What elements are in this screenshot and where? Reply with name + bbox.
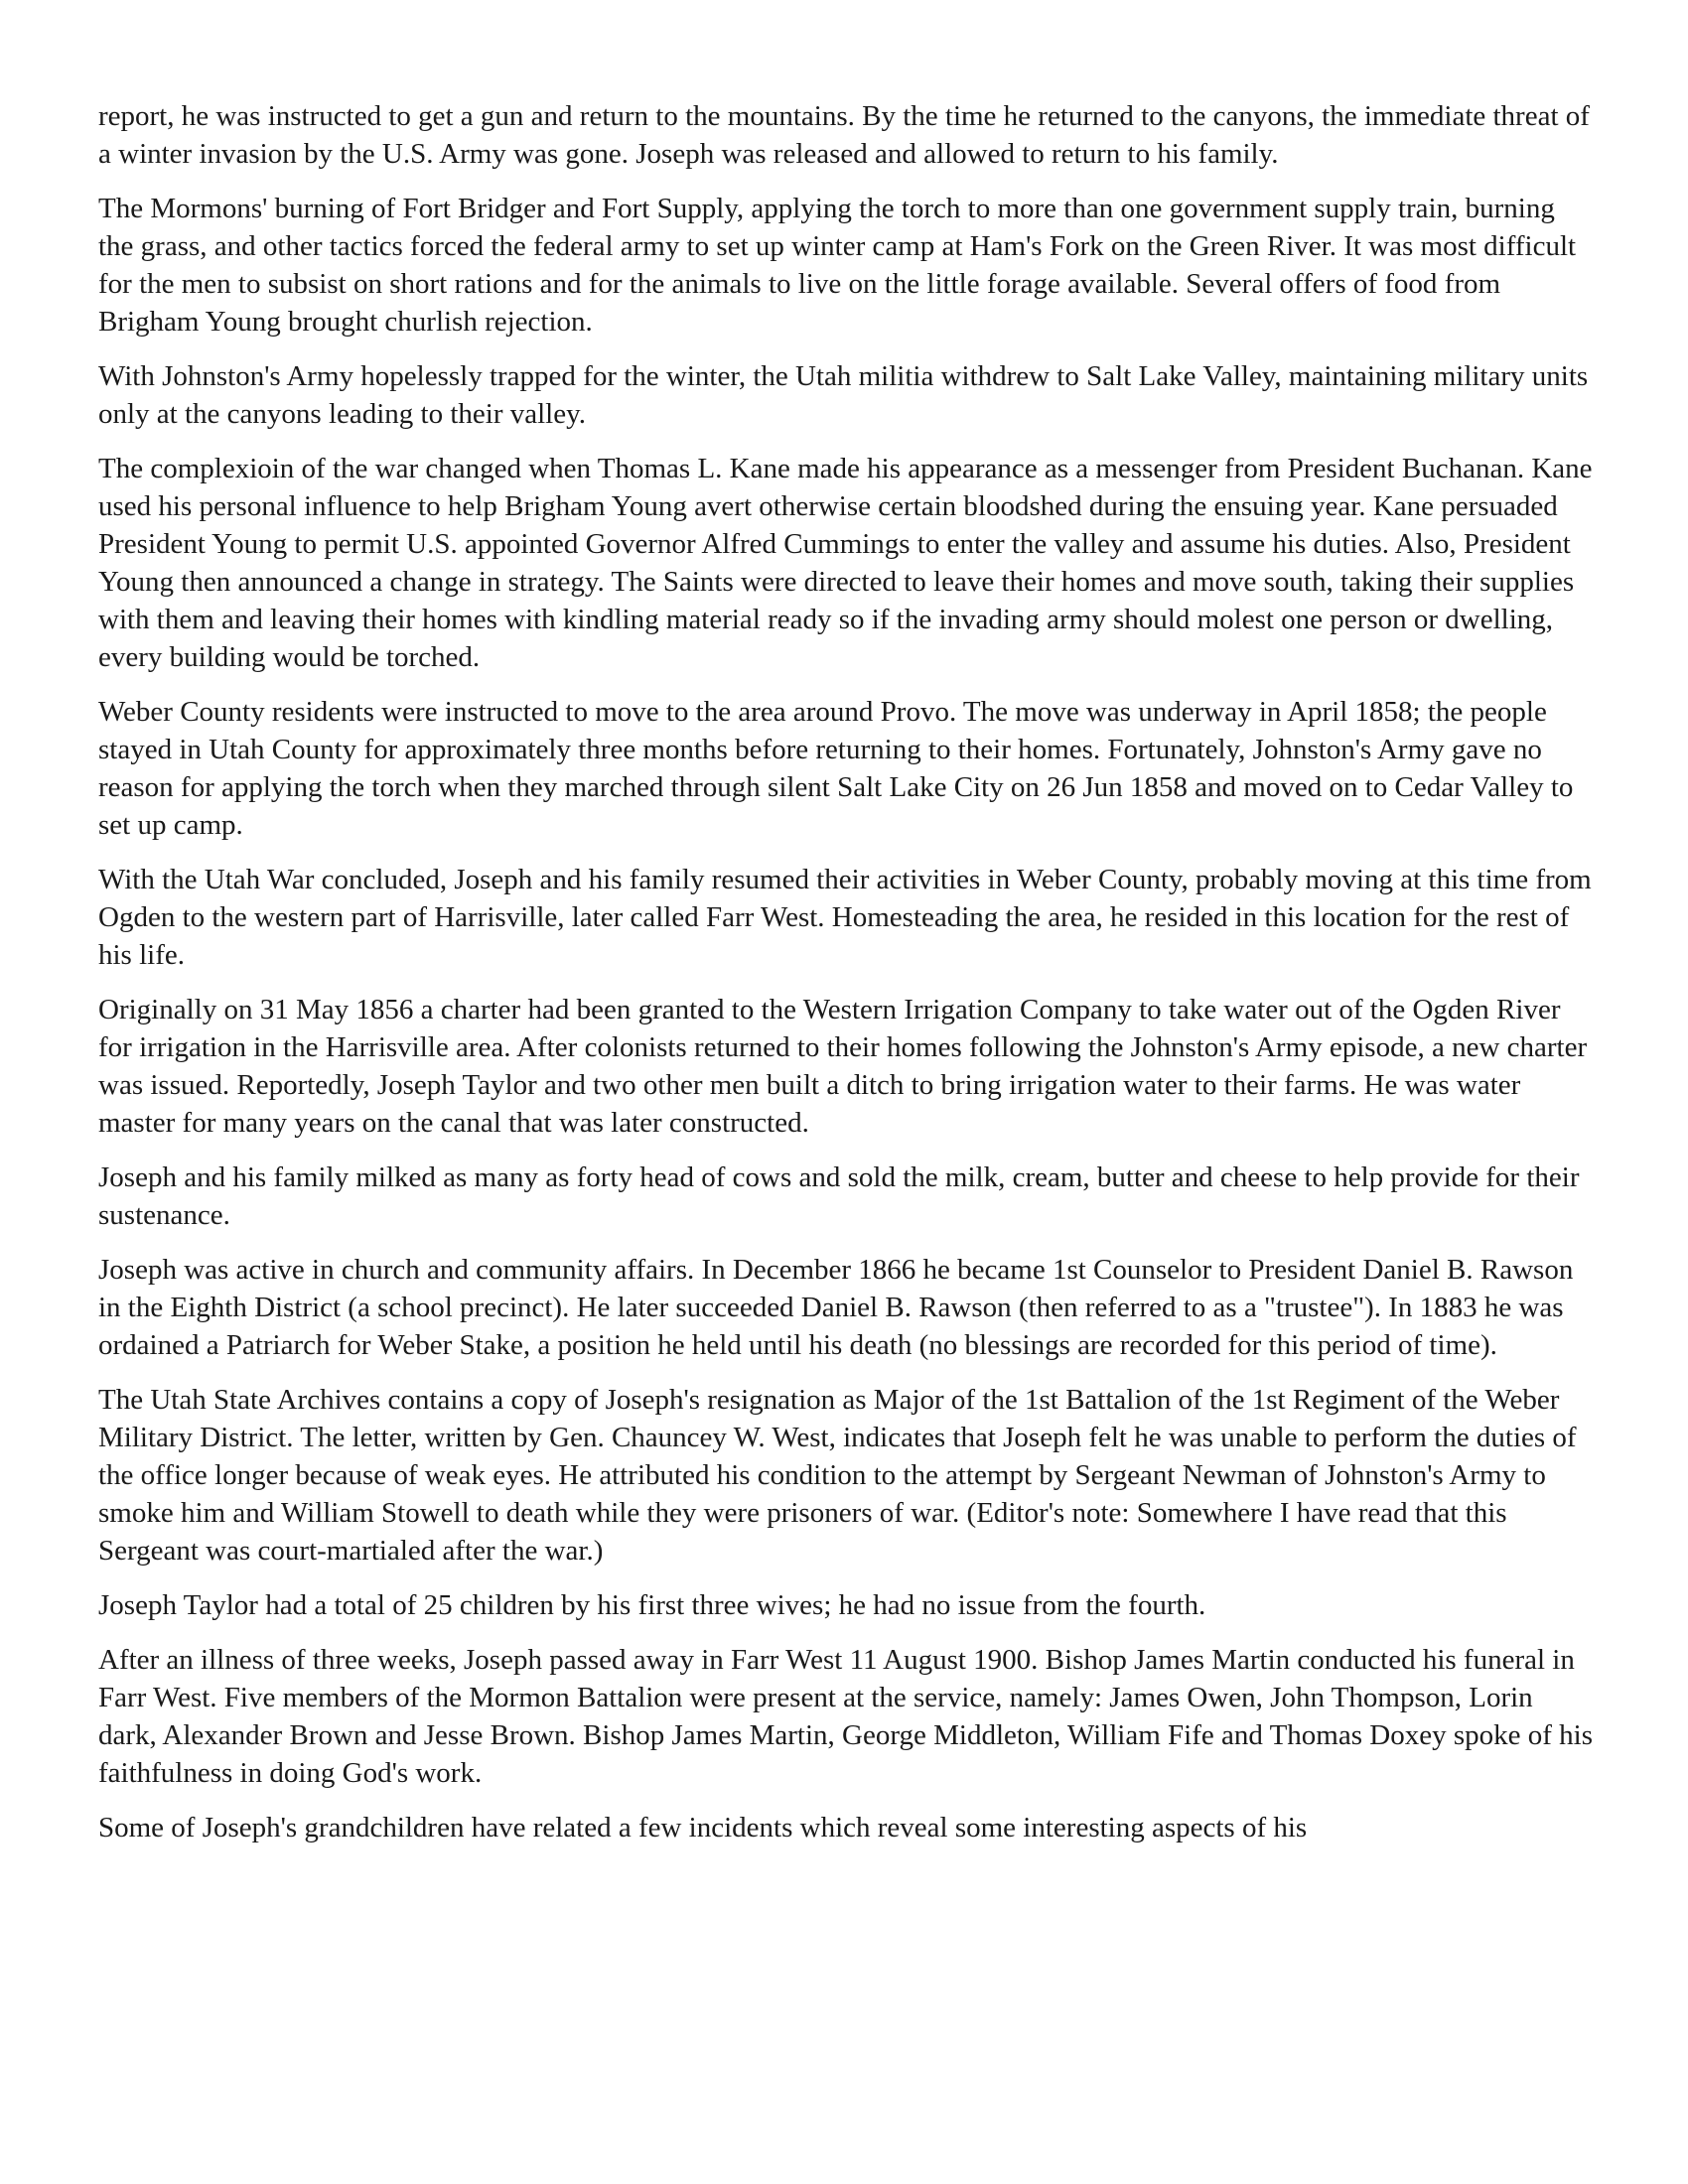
document-body <box>98 97 1596 1863</box>
paragraph-10: The Utah State Archives contains a copy of Joseph's resignation as Major of the 1st Battalion of the 1st Regiment of the Weber Military District. The letter, written by Gen. Chauncey W. West, indicates that Joseph felt he was unable to perform the duties of the office longer because of weak eyes. He attributed his condition to the attempt by Sergeant Newman of Johnston's Army to smoke him and William Stowell to death while they were prisoners of war. (Editor's note: Somewhere I have read that this Sergeant was court-martialed after the war.) <box>98 1384 1577 1567</box>
paragraph-1: report, he was instructed to get a gun and return to the mountains. By the time he returned to the canyons, the immediate threat of a winter invasion by the U.S. Army was gone. Joseph was released and allowed to return to his family. <box>98 100 1590 170</box>
paragraph-2: The Mormons' burning of Fort Bridger and Fort Supply, applying the torch to more than one government supply train, burning the grass, and other tactics forced the federal army to set up winter camp at Ham's Fork on the Green River. It was most difficult for the men to subsist on short rations and for the animals to live on the little forage available. Several offers of food from Brigham Young brought churlish rejection. <box>98 193 1577 338</box>
paragraph-6: With the Utah War concluded, Joseph and his family resumed their activities in Weber County, probably moving at this time from Ogden to the western part of Harrisville, later called Farr West. Homesteading the area, he resided in this location for the rest of his life. <box>98 864 1592 971</box>
paragraph-5: Weber County residents were instructed to move to the area around Provo. The move was underway in April 1858; the people stayed in Utah County for approximately three months before returning to their homes. Fortunately, Johnston's Army gave no reason for applying the torch when they marched through silent Salt Lake City on 26 Jun 1858 and moved on to Cedar Valley to set up camp. <box>98 696 1574 841</box>
paragraph-13: Some of Joseph's grandchildren have related a few incidents which reveal some interesting aspects of his <box>98 1812 1308 1843</box>
paragraph-9: Joseph was active in church and community affairs. In December 1866 he became 1st Counselor to President Daniel B. Rawson in the Eighth District (a school precinct). He later succeeded Daniel B. Rawson (then referred to as a "trustee"). In 1883 he was ordained a Patriarch for Weber Stake, a position he held until his death (no blessings are recorded for this period of time). <box>98 1254 1574 1361</box>
paragraph-3: With Johnston's Army hopelessly trapped for the winter, the Utah militia withdrew to Salt Lake Valley, maintaining military units only at the canyons leading to their valley. <box>98 360 1589 430</box>
paragraph-4: The complexioin of the war changed when Thomas L. Kane made his appearance as a messenger from President Buchanan. Kane used his personal influence to help Brigham Young avert otherwise certain bloodshed during the ensuing year. Kane persuaded President Young to permit U.S. appointed Governor Alfred Cummings to enter the valley and assume his duties. Also, President Young then announced a change in strategy. The Saints were directed to leave their homes and move south, taking their supplies with them and leaving their homes with kindling material ready so if the invading army should molest one person or dwelling, every building would be torched. <box>98 453 1593 673</box>
paragraph-8: Joseph and his family milked as many as forty head of cows and sold the milk, cream, butter and cheese to help provide for their sustenance. <box>98 1161 1580 1231</box>
paragraph-7: Originally on 31 May 1856 a charter had been granted to the Western Irrigation Company to take water out of the Ogden River for irrigation in the Harrisville area. After colonists returned to their homes following the Johnston's Army episode, a new charter was issued. Reportedly, Joseph Taylor and two other men built a ditch to bring irrigation water to their farms. He was water master for many years on the canal that was later constructed. <box>98 994 1588 1139</box>
paragraph-12: After an illness of three weeks, Joseph passed away in Farr West 11 August 1900. Bishop James Martin conducted his funeral in Farr West. Five members of the Mormon Battalion were present at the service, namely: James Owen, John Thompson, Lorin dark, Alexander Brown and Jesse Brown. Bishop James Martin, George Middleton, William Fife and Thomas Doxey spoke of his faithfulness in doing God's work. <box>98 1644 1593 1789</box>
paragraph-11: Joseph Taylor had a total of 25 children by his first three wives; he had no issue from the fourth. <box>98 1589 1206 1621</box>
